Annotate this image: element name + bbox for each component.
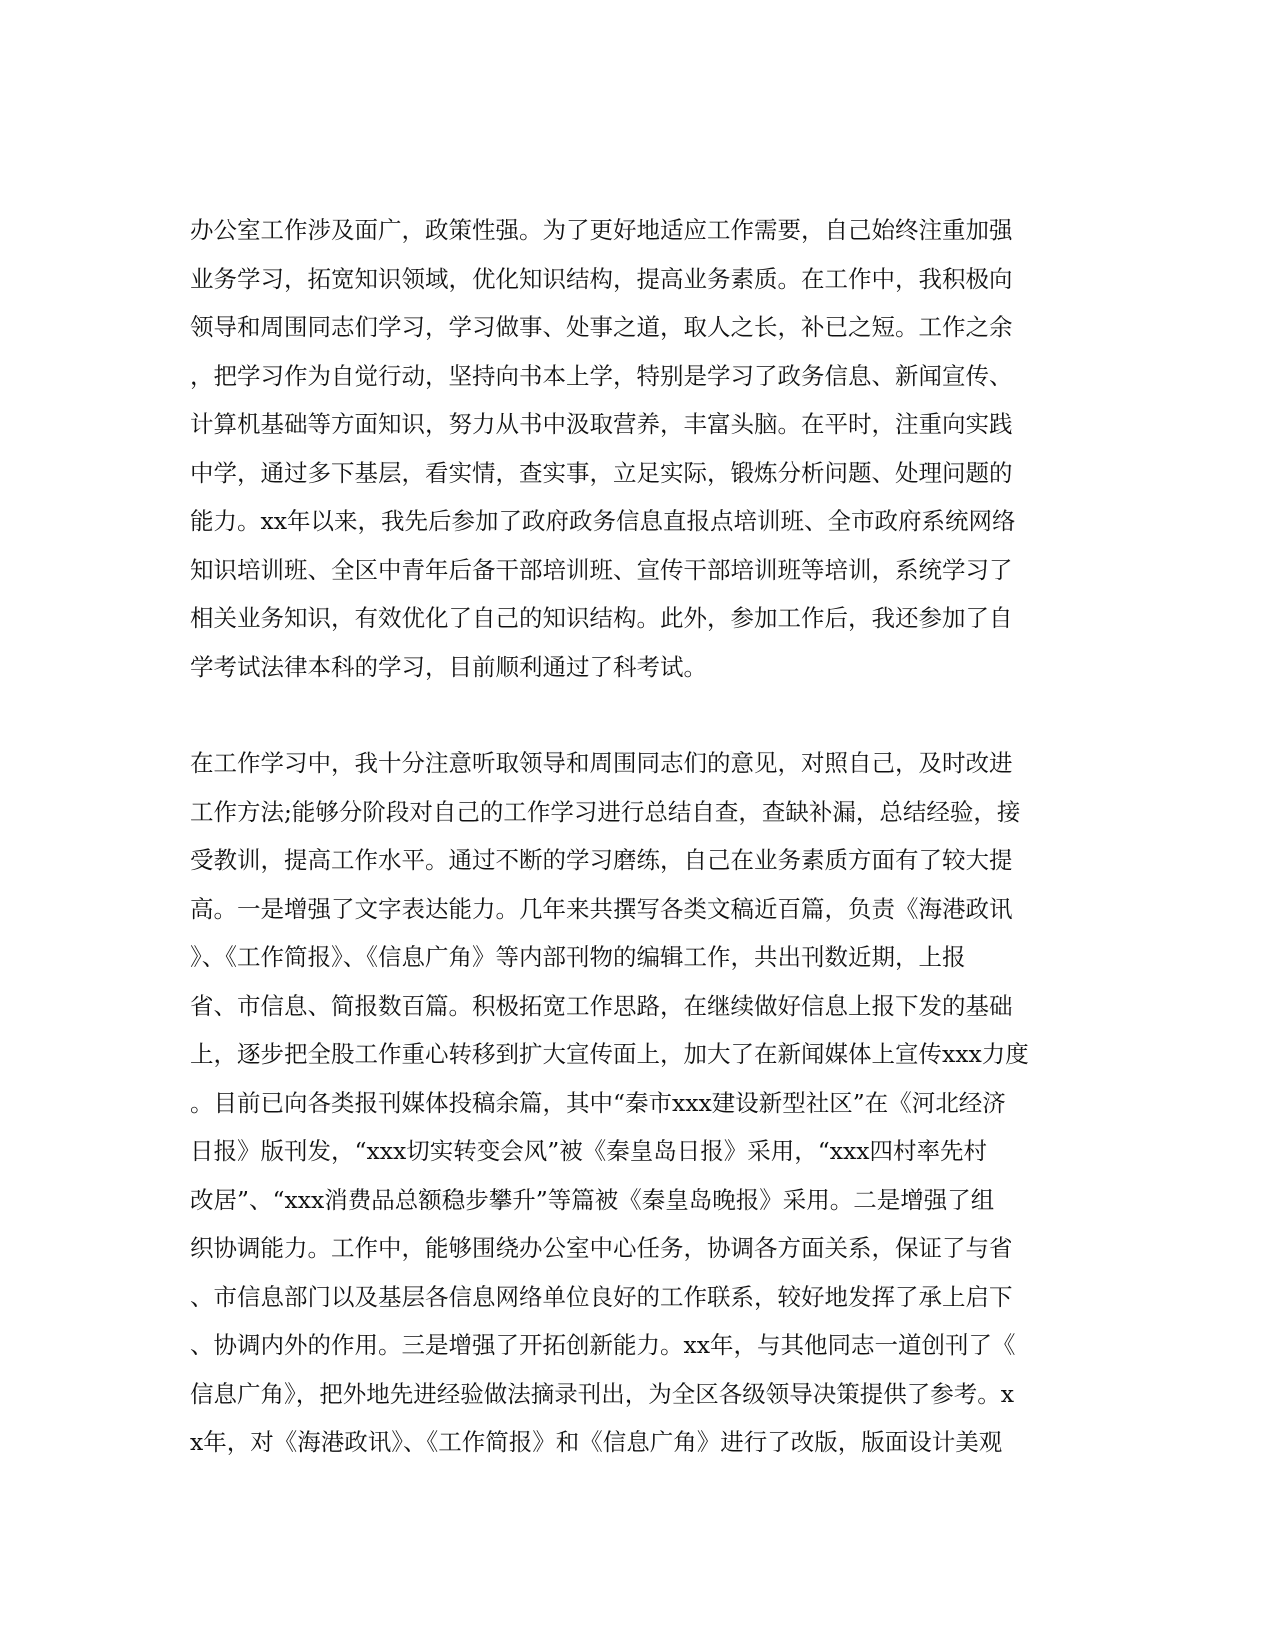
text-line: 学考试法律本科的学习，目前顺利通过了科考试。 (190, 652, 707, 681)
text-line: 》、《工作简报》、《信息广角》等内部刊物的编辑工作，共出刊数近期，上报 (190, 943, 966, 971)
text-line: 日报》版刊发，“xxx切实转变会风”被《秦皇岛日报》采用，“xxx四村率先村 (190, 1137, 988, 1165)
text-line: 相关业务知识，有效优化了自己的知识结构。此外，参加工作后，我还参加了自 (190, 604, 1013, 632)
text-line: 、协调内外的作用。三是增强了开拓创新能力。xx年，与其他同志一道创刊了《 (190, 1331, 1016, 1359)
text-line: ，把学习作为自觉行动，坚持向书本上学，特别是学习了政务信息、新闻宣传、 (190, 361, 1013, 390)
paragraph-1 (190, 206, 1080, 691)
text-line: 上，逐步把全股工作重心转移到扩大宣传面上，加大了在新闻媒体上宣传xxx力度 (190, 1040, 1029, 1068)
text-line: 织协调能力。工作中，能够围绕办公室中心任务，协调各方面关系，保证了与省 (190, 1234, 1013, 1262)
text-line: 受教训，提高工作水平。通过不断的学习磨练，自己在业务素质方面有了较大提 (190, 846, 1013, 874)
text-line: 、市信息部门以及基层各信息网络单位良好的工作联系，较好地发挥了承上启下 (190, 1282, 1013, 1311)
text-line: 。目前已向各类报刊媒体投稿余篇，其中“秦市xxx建设新型社区”在《河北经济 (190, 1088, 1006, 1117)
text-line: 在工作学习中，我十分注意听取领导和周围同志们的意见，对照自己，及时改进 (190, 749, 1013, 777)
text-line: 能力。xx年以来，我先后参加了政府政务信息直报点培训班、全市政府系统网络 (190, 507, 1016, 535)
text-line: 改居”、“xxx消费品总额稳步攀升”等篇被《秦皇岛晚报》采用。二是增强了组 (190, 1185, 995, 1214)
paragraph-2 (190, 739, 1080, 1467)
text-line: 中学，通过多下基层，看实情，查实事，立足实际，锻炼分析问题、处理问题的 (190, 458, 1013, 487)
text-line: 业务学习，拓宽知识领域，优化知识结构，提高业务素质。在工作中，我积极向 (190, 264, 1013, 293)
text-line: 信息广角》，把外地先进经验做法摘录刊出，为全区各级领导决策提供了参考。x (190, 1379, 1015, 1408)
text-line: 计算机基础等方面知识，努力从书中汲取营养，丰富头脑。在平时，注重向实践 (190, 410, 1013, 438)
text-line: 办公室工作涉及面广，政策性强。为了更好地适应工作需要，自己始终注重加强 (190, 216, 1013, 244)
text-line: x年，对《海港政讯》、《工作简报》和《信息广角》进行了改版，版面设计美观 (190, 1428, 1003, 1456)
text-line: 省、市信息、简报数百篇。积极拓宽工作思路，在继续做好信息上报下发的基础 (190, 991, 1013, 1020)
text-line: 高。一是增强了文字表达能力。几年来共撰写各类文稿近百篇，负责《海港政讯 (190, 894, 1013, 923)
text-line: 工作方法;能够分阶段对自己的工作学习进行总结自查，查缺补漏，总结经验，接 (190, 797, 1021, 826)
text-line: 领导和周围同志们学习，学习做事、处事之道，取人之长，补已之短。工作之余 (190, 313, 1013, 341)
text-line: 知识培训班、全区中青年后备干部培训班、宣传干部培训班等培训，系统学习了 (190, 555, 1013, 584)
